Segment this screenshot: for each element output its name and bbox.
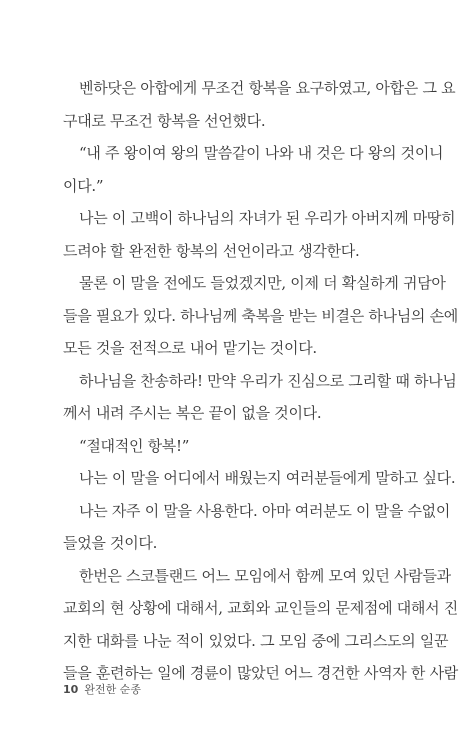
text-line: “절대적인 항복!” — [79, 436, 190, 455]
text-line: 께서 내려 주시는 복은 끝이 없을 것이다. — [63, 404, 322, 422]
text-line: 나는 이 고백이 하나님의 자녀가 된 우리가 아버지께 마땅히 — [79, 209, 456, 227]
running-title: 완전한 순종 — [84, 683, 141, 696]
text-line: 교회의 현 상황에 대해서, 교회와 교인들의 문제점에 대해서 진 — [63, 599, 458, 617]
text-line: 지한 대화를 나눈 적이 있었다. 그 모임 중에 그리스도의 일꾼 — [63, 631, 449, 650]
text-line: 드려야 할 완전한 항복의 선언이라고 생각한다. — [63, 241, 360, 260]
text-line: 들을 필요가 있다. 하나님께 축복을 받는 비결은 하나님의 손에 — [63, 306, 458, 325]
text-line: 나는 이 말을 어디에서 배웠는지 여러분들에게 말하고 싶다. — [79, 469, 456, 487]
text-line: 모든 것을 전적으로 내어 맡기는 것이다. — [63, 339, 317, 357]
page-footer — [63, 683, 141, 697]
text-line: 이다.” — [63, 176, 104, 195]
text-line: 물론 이 말을 전에도 들었겠지만, 이제 더 확실하게 귀담아 — [79, 274, 446, 292]
text-line: 들을 훈련하는 일에 경륜이 많았던 어느 경건한 사역자 한 사람 — [63, 664, 458, 682]
text-line: 들었을 것이다. — [63, 534, 158, 552]
text-line: 나는 자주 이 말을 사용한다. 아마 여러분도 이 말을 수없이 — [79, 501, 451, 520]
text-line: 벤하닷은 아합에게 무조건 항복을 요구하였고, 아합은 그 요 — [79, 79, 456, 97]
text-line: 한번은 스코틀랜드 어느 모임에서 함께 모여 있던 사람들과 — [79, 566, 451, 585]
text-line: “내 주 왕이여 왕의 말씀같이 나와 내 것은 다 왕의 것이니 — [79, 144, 444, 162]
text-line: 구대로 무조건 항복을 선언했다. — [63, 111, 266, 130]
text-line: 하나님을 찬송하라! 만약 우리가 진심으로 그리할 때 하나님 — [79, 371, 457, 390]
body-text — [63, 72, 458, 690]
page-number: 10 — [63, 683, 79, 696]
